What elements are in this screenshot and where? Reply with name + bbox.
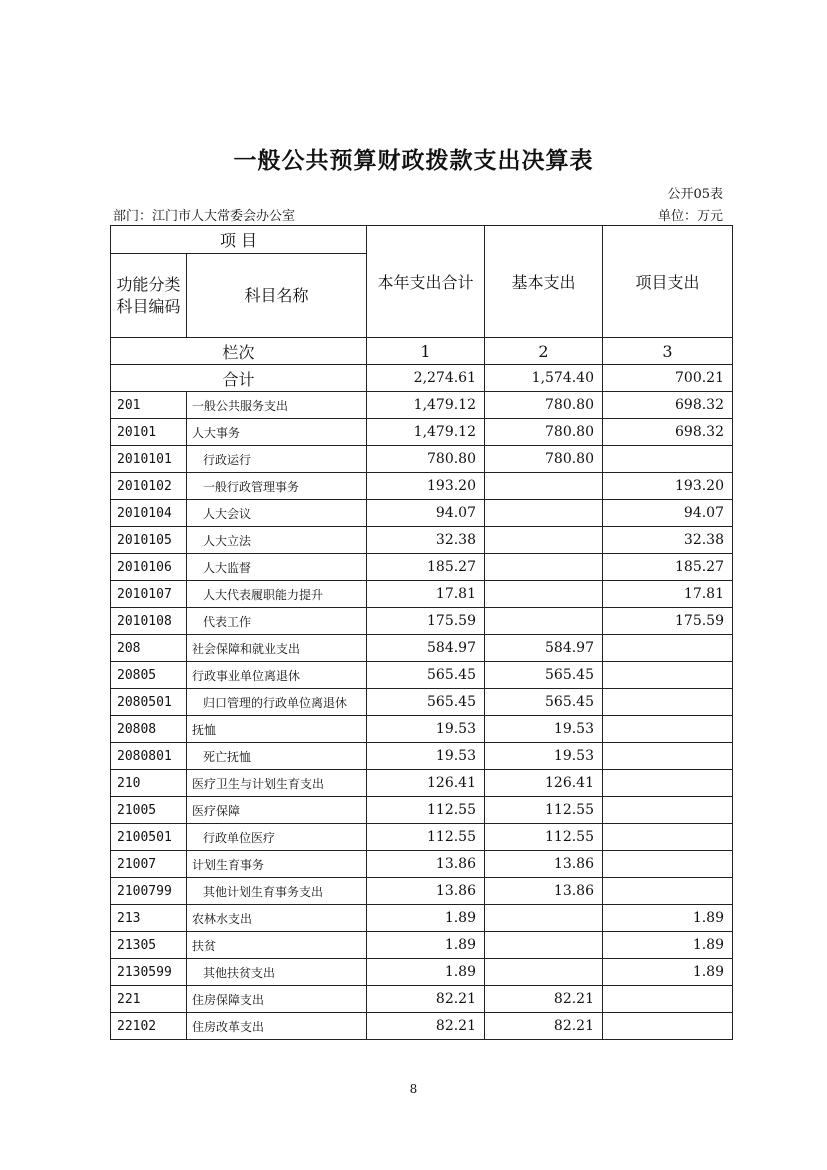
row-total: 32.38 [367, 527, 485, 554]
row-basic: 584.97 [485, 635, 603, 662]
row-name: 住房改革支出 [187, 1013, 367, 1040]
row-total: 175.59 [367, 608, 485, 635]
row-name: 医疗保障 [187, 797, 367, 824]
table-row [111, 581, 733, 608]
row-total: 1,479.12 [367, 419, 485, 446]
row-total: 565.45 [367, 689, 485, 716]
row-basic: 565.45 [485, 689, 603, 716]
row-code: 2080501 [111, 689, 187, 716]
table-row [111, 905, 733, 932]
row-name: 行政运行 [187, 446, 367, 473]
page-number: 8 [409, 1082, 418, 1096]
row-code: 20805 [111, 662, 187, 689]
row-project: 17.81 [603, 581, 733, 608]
row-name: 其他扶贫支出 [187, 959, 367, 986]
table-row [111, 959, 733, 986]
table-row [111, 608, 733, 635]
row-name: 归口管理的行政单位离退休 [187, 689, 367, 716]
row-total: 19.53 [367, 716, 485, 743]
row-code: 20101 [111, 419, 187, 446]
row-code: 221 [111, 986, 187, 1013]
table-row [111, 392, 733, 419]
row-name: 一般行政管理事务 [187, 473, 367, 500]
total-row [111, 365, 733, 392]
row-total: 780.80 [367, 446, 485, 473]
row-basic [485, 473, 603, 500]
row-total: 82.21 [367, 1013, 485, 1040]
row-name: 人大代表履职能力提升 [187, 581, 367, 608]
row-basic: 780.80 [485, 392, 603, 419]
row-basic: 780.80 [485, 446, 603, 473]
row-project [603, 878, 733, 905]
row-code: 208 [111, 635, 187, 662]
row-name: 医疗卫生与计划生育支出 [187, 770, 367, 797]
row-total: 112.55 [367, 824, 485, 851]
row-code: 2100799 [111, 878, 187, 905]
row-code: 2130599 [111, 959, 187, 986]
table-row [111, 770, 733, 797]
row-basic: 19.53 [485, 716, 603, 743]
row-total: 82.21 [367, 986, 485, 1013]
row-basic [485, 905, 603, 932]
row-basic [485, 581, 603, 608]
table-body [111, 392, 733, 1040]
row-project: 1.89 [603, 905, 733, 932]
header-basic: 基本支出 [485, 226, 603, 338]
row-name: 人大会议 [187, 500, 367, 527]
table-row [111, 824, 733, 851]
sum-total: 2,274.61 [367, 365, 485, 392]
row-total: 112.55 [367, 797, 485, 824]
row-code: 2080801 [111, 743, 187, 770]
row-code: 2010105 [111, 527, 187, 554]
unit-label: 单位：万元 [657, 209, 723, 224]
row-basic [485, 959, 603, 986]
row-project: 193.20 [603, 473, 733, 500]
row-project [603, 824, 733, 851]
row-total: 193.20 [367, 473, 485, 500]
header-project-expense: 项目支出 [603, 226, 733, 338]
row-project: 94.07 [603, 500, 733, 527]
row-project: 698.32 [603, 419, 733, 446]
row-code: 2010102 [111, 473, 187, 500]
row-code: 21305 [111, 932, 187, 959]
row-total: 1.89 [367, 932, 485, 959]
table-row [111, 662, 733, 689]
row-basic: 19.53 [485, 743, 603, 770]
table-row [111, 797, 733, 824]
row-total: 1,479.12 [367, 392, 485, 419]
row-total: 584.97 [367, 635, 485, 662]
row-total: 565.45 [367, 662, 485, 689]
row-name: 农林水支出 [187, 905, 367, 932]
row-name: 扶贫 [187, 932, 367, 959]
row-total: 1.89 [367, 959, 485, 986]
table-row [111, 554, 733, 581]
row-project [603, 689, 733, 716]
row-code: 21005 [111, 797, 187, 824]
row-name: 死亡抚恤 [187, 743, 367, 770]
row-name: 抚恤 [187, 716, 367, 743]
table-row [111, 689, 733, 716]
document-title: 一般公共预算财政拨款支出决算表 [233, 147, 594, 174]
header-col3: 3 [603, 338, 733, 365]
table-row [111, 986, 733, 1013]
row-basic [485, 932, 603, 959]
row-basic [485, 554, 603, 581]
header-col2: 2 [485, 338, 603, 365]
row-name: 人大监督 [187, 554, 367, 581]
table-row [111, 851, 733, 878]
row-basic: 13.86 [485, 851, 603, 878]
row-total: 19.53 [367, 743, 485, 770]
form-number: 公开05表 [667, 187, 723, 202]
table-row [111, 635, 733, 662]
row-code: 2010101 [111, 446, 187, 473]
expenditure-table [110, 225, 733, 1040]
row-project [603, 797, 733, 824]
row-basic [485, 500, 603, 527]
row-code: 2010104 [111, 500, 187, 527]
row-name: 代表工作 [187, 608, 367, 635]
header-name: 科目名称 [187, 254, 367, 338]
table-row [111, 419, 733, 446]
row-project [603, 1013, 733, 1040]
row-code: 20808 [111, 716, 187, 743]
row-total: 185.27 [367, 554, 485, 581]
table-row [111, 527, 733, 554]
row-total: 13.86 [367, 878, 485, 905]
row-name: 住房保障支出 [187, 986, 367, 1013]
row-project [603, 986, 733, 1013]
table-row [111, 500, 733, 527]
row-code: 213 [111, 905, 187, 932]
row-name: 行政单位医疗 [187, 824, 367, 851]
row-project: 175.59 [603, 608, 733, 635]
row-project [603, 851, 733, 878]
table-header [111, 226, 733, 392]
sum-project: 700.21 [603, 365, 733, 392]
row-project: 1.89 [603, 959, 733, 986]
row-code: 21007 [111, 851, 187, 878]
row-project [603, 743, 733, 770]
row-basic: 565.45 [485, 662, 603, 689]
row-project: 32.38 [603, 527, 733, 554]
row-name: 一般公共服务支出 [187, 392, 367, 419]
row-code: 201 [111, 392, 187, 419]
header-col1: 1 [367, 338, 485, 365]
table-row [111, 1013, 733, 1040]
row-project: 1.89 [603, 932, 733, 959]
header-code: 功能分类科目编码 [111, 254, 187, 338]
row-code: 2100501 [111, 824, 187, 851]
row-total: 126.41 [367, 770, 485, 797]
row-total: 13.86 [367, 851, 485, 878]
row-name: 计划生育事务 [187, 851, 367, 878]
table-row [111, 878, 733, 905]
row-basic: 112.55 [485, 824, 603, 851]
row-basic [485, 527, 603, 554]
row-basic: 126.41 [485, 770, 603, 797]
row-project [603, 716, 733, 743]
row-basic: 112.55 [485, 797, 603, 824]
sum-basic: 1,574.40 [485, 365, 603, 392]
row-project [603, 770, 733, 797]
table-row [111, 932, 733, 959]
table-row [111, 743, 733, 770]
row-project [603, 662, 733, 689]
row-name: 人大立法 [187, 527, 367, 554]
sum-label: 合计 [111, 365, 367, 392]
row-code: 2010107 [111, 581, 187, 608]
row-project [603, 635, 733, 662]
row-project: 185.27 [603, 554, 733, 581]
header-column-order: 栏次 [111, 338, 367, 365]
row-code: 22102 [111, 1013, 187, 1040]
row-name: 人大事务 [187, 419, 367, 446]
table-row [111, 446, 733, 473]
row-basic [485, 608, 603, 635]
row-total: 1.89 [367, 905, 485, 932]
row-name: 其他计划生育事务支出 [187, 878, 367, 905]
row-project [603, 446, 733, 473]
row-code: 2010108 [111, 608, 187, 635]
row-basic: 780.80 [485, 419, 603, 446]
row-name: 社会保障和就业支出 [187, 635, 367, 662]
row-total: 17.81 [367, 581, 485, 608]
table-row [111, 716, 733, 743]
row-basic: 82.21 [485, 986, 603, 1013]
table-row [111, 473, 733, 500]
header-total: 本年支出合计 [367, 226, 485, 338]
row-total: 94.07 [367, 500, 485, 527]
header-project: 项 目 [111, 226, 367, 254]
row-basic: 82.21 [485, 1013, 603, 1040]
row-code: 210 [111, 770, 187, 797]
row-code: 2010106 [111, 554, 187, 581]
department-label: 部门：江门市人大常委会办公室 [113, 209, 296, 224]
row-project: 698.32 [603, 392, 733, 419]
row-name: 行政事业单位离退休 [187, 662, 367, 689]
row-basic: 13.86 [485, 878, 603, 905]
